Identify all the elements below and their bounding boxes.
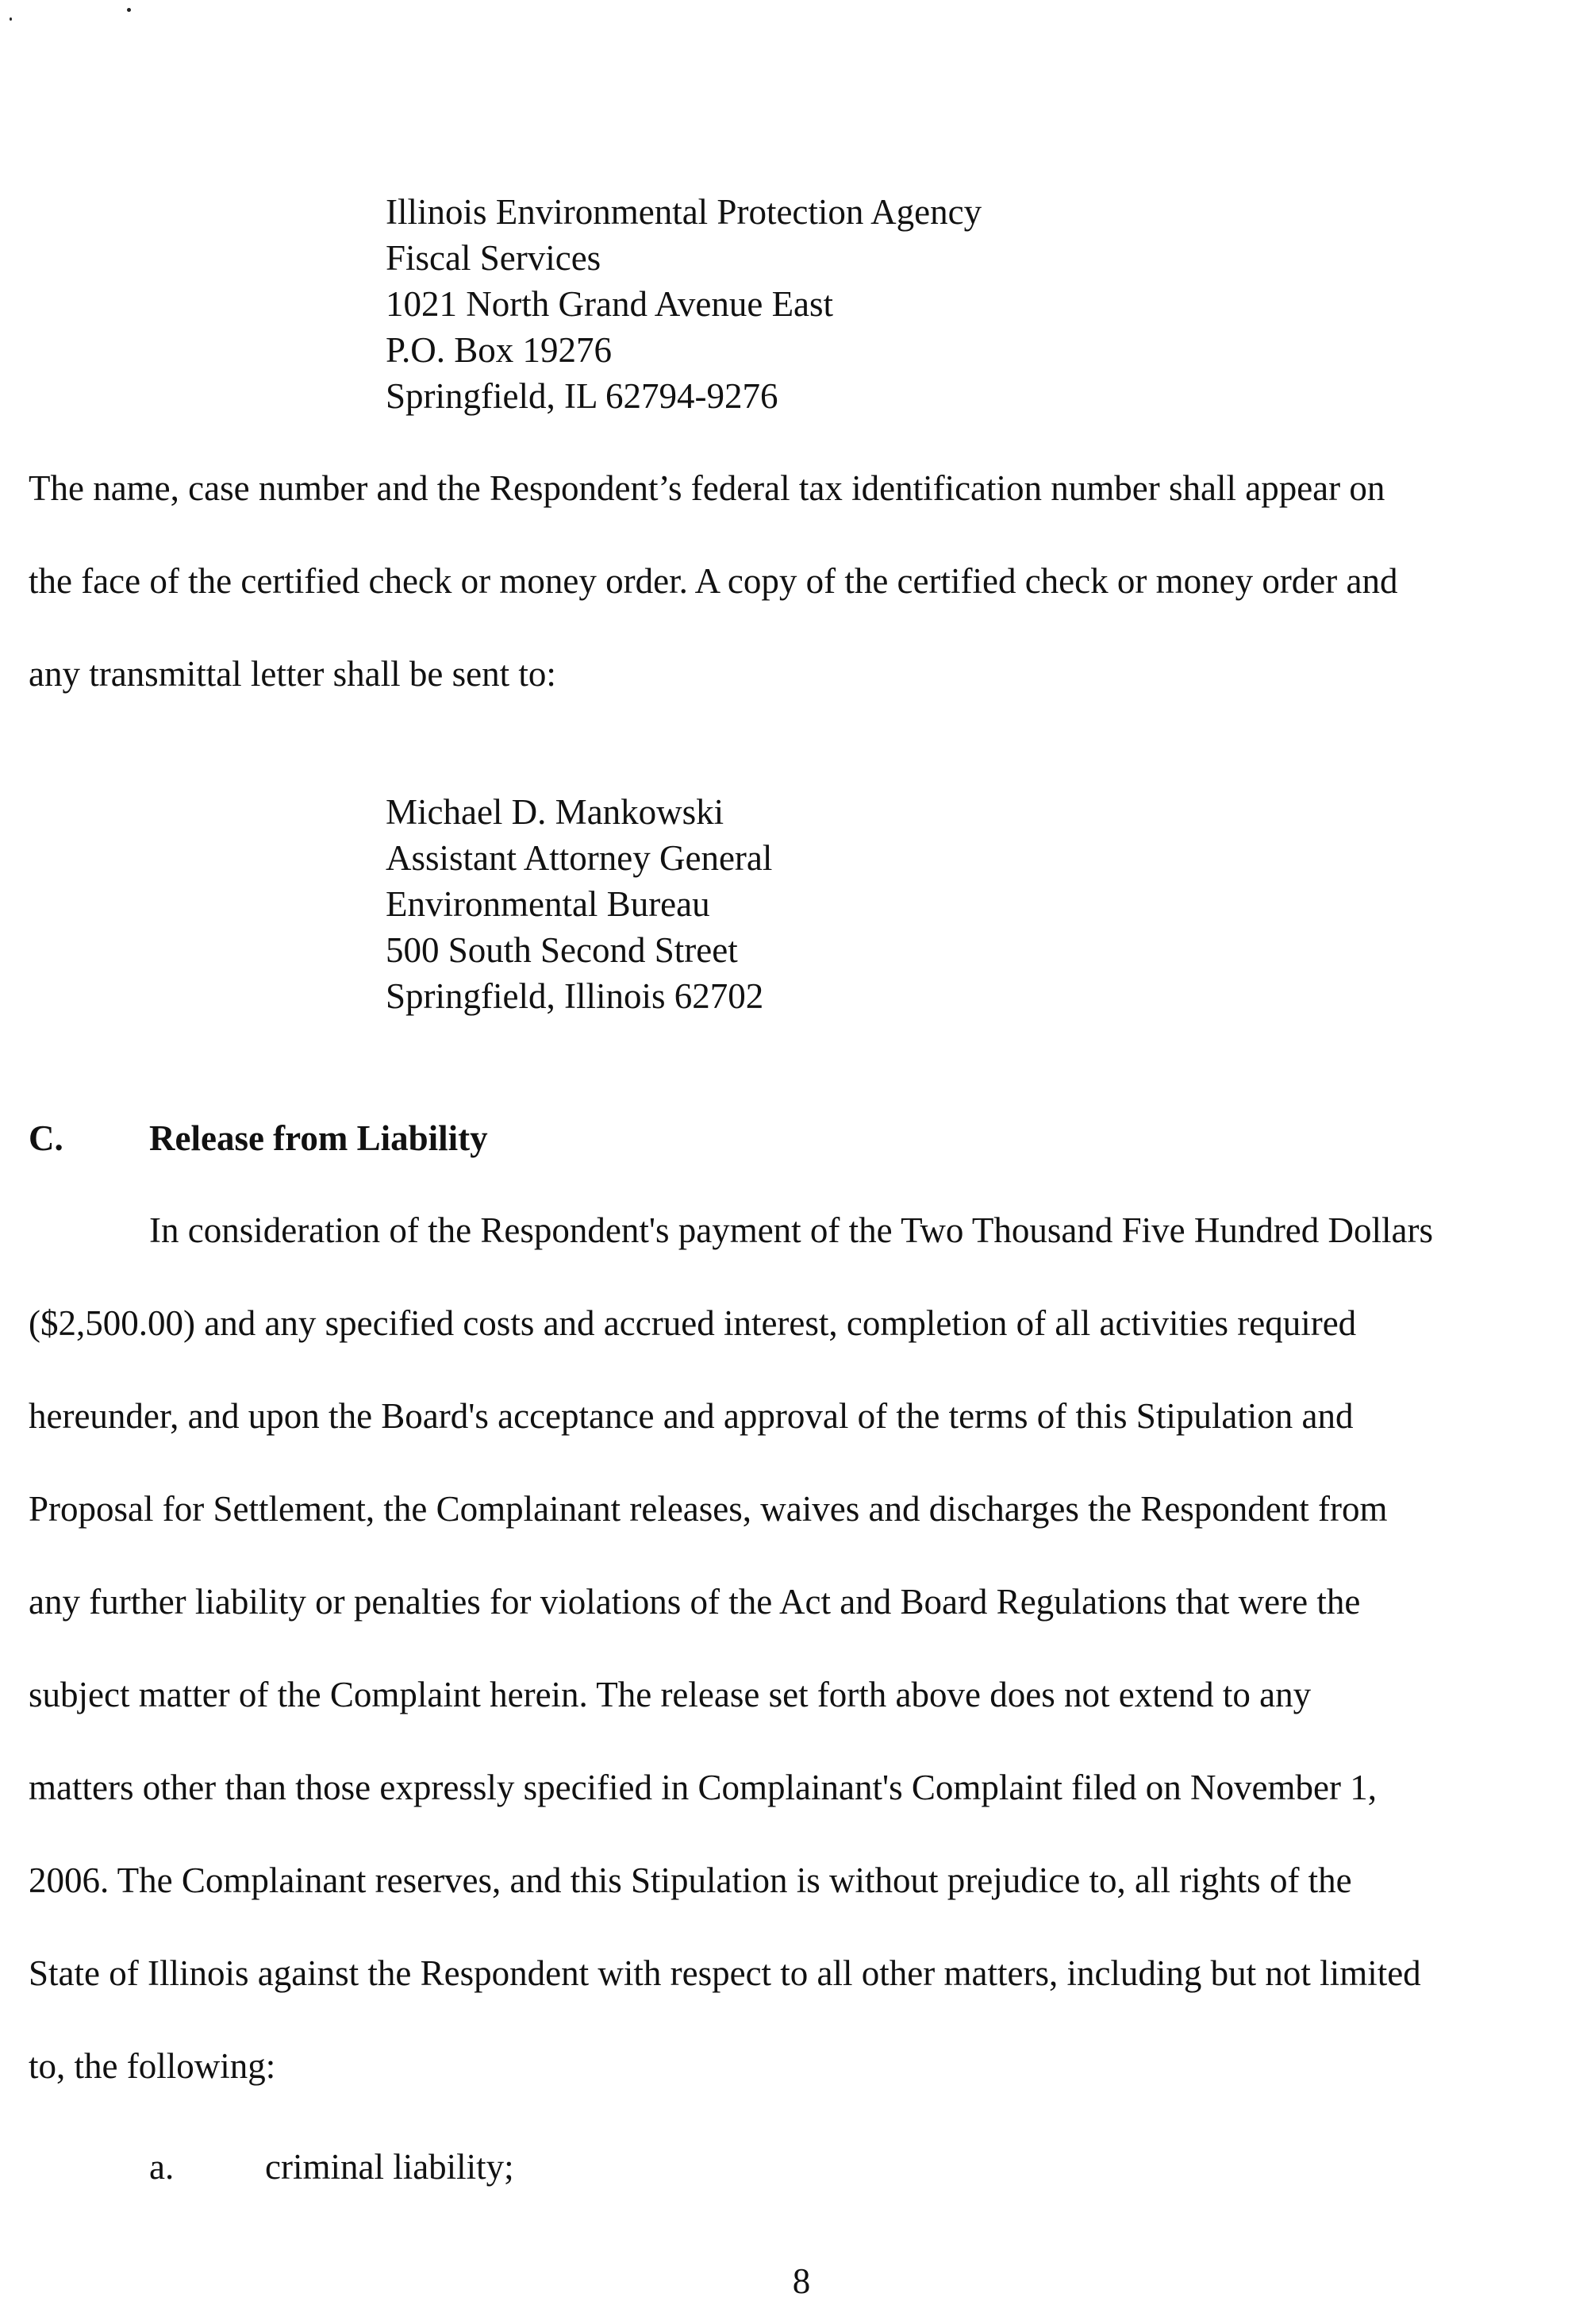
- text-line: In consideration of the Respondent's payment of the Two Thousand Five Hundred Dollars: [149, 1210, 1434, 1250]
- list-item-letter: a.: [149, 2147, 175, 2187]
- address-line: 500 South Second Street: [386, 930, 738, 970]
- address-line: P.O. Box 19276: [386, 330, 613, 370]
- address-line: Illinois Environmental Protection Agency: [386, 192, 982, 232]
- text-line: to, the following:: [29, 2046, 276, 2086]
- address-line: Michael D. Mankowski: [386, 792, 724, 832]
- address-line: 1021 North Grand Avenue East: [386, 284, 834, 324]
- text-line: any transmittal letter shall be sent to:: [29, 654, 556, 694]
- text-line: matters other than those expressly specified in Complainant's Complaint filed on November 1,: [29, 1768, 1377, 1807]
- text-line: 2006. The Complainant reserves, and this Stipulation is without prejudice to, all rights of the: [29, 1860, 1352, 1900]
- address-line: Environmental Bureau: [386, 884, 710, 924]
- scan-speck: [127, 8, 131, 12]
- list-item-text: criminal liability;: [265, 2147, 514, 2187]
- payment-address-block: [386, 189, 982, 419]
- section-title: Release from Liability: [149, 1118, 488, 1158]
- page-number: 8: [792, 2261, 811, 2301]
- copy-recipient-address-block: [386, 789, 772, 1019]
- address-line: Springfield, Illinois 62702: [386, 976, 764, 1016]
- address-line: Assistant Attorney General: [386, 838, 773, 878]
- address-line: Springfield, IL 62794-9276: [386, 376, 778, 416]
- text-line: any further liability or penalties for violations of the Act and Board Regulations that were the: [29, 1582, 1361, 1622]
- text-line: ($2,500.00) and any specified costs and accrued interest, completion of all activities required: [29, 1303, 1357, 1343]
- text-line: hereunder, and upon the Board's acceptance and approval of the terms of this Stipulation and: [29, 1396, 1354, 1436]
- text-line: State of Illinois against the Respondent with respect to all other matters, including but not limited: [29, 1953, 1421, 1993]
- text-line: Proposal for Settlement, the Complainant releases, waives and discharges the Respondent from: [29, 1489, 1388, 1529]
- text-line: subject matter of the Complaint herein. The release set forth above does not extend to any: [29, 1675, 1312, 1714]
- scan-speck: [10, 17, 12, 21]
- section-letter: C.: [29, 1118, 63, 1158]
- address-line: Fiscal Services: [386, 238, 601, 278]
- text-line: the face of the certified check or money order. A copy of the certified check or money order and: [29, 561, 1398, 601]
- text-line: The name, case number and the Respondent’s federal tax identification number shall appear on: [29, 468, 1385, 508]
